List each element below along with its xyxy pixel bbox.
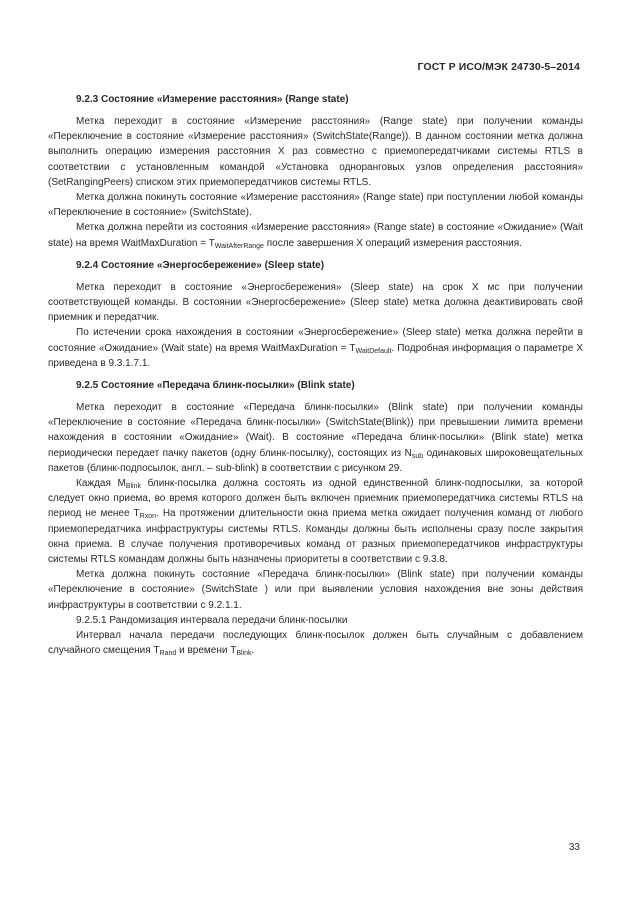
paragraph xyxy=(48,220,583,250)
section-heading: 9.2.5 Состояние «Передача блинк-посылки» (Blink state) xyxy=(76,380,355,392)
text-run: Метка должна покинуть состояние «Измерение расстояния» (Range state) при поступлении любой команды «Переключение в состояние» (SwitchState). xyxy=(48,192,583,219)
text-run: Метка переходит в состояние «Измерение расстояния» (Range state) при получении команды «Переключение в состояние «Измерение расстояния» (SwitchState(Range)). В данном состоянии метка должна выполнить операцию измерения расстояния X раз совместно с приемопередатчиками системы RTLS в соответствии с установленным командой «Установка одноранговых узлов определения расстояния» (SetRangingPeers) списком этих приемопередатчиков системы RTLS. xyxy=(48,116,583,188)
section-heading: 9.2.4 Состояние «Энергосбережение» (Sleep state) xyxy=(76,259,325,271)
text-run: одинаковых широковещательных пакетов (блинк-подпосылок, англ. – sub-blink) в соответствии с рисунком 29. xyxy=(48,447,584,474)
subscript: Blink xyxy=(236,650,252,658)
paragraph xyxy=(48,190,583,220)
paragraph xyxy=(48,280,583,326)
text-run: . xyxy=(251,645,255,657)
text-run: Метка переходит в состояние «Передача блинк-посылки» (Blink state) при получении команды «Переключение в состояние «Передача блинк-посылки» (SwitchState(Blink)) при превышении лимита времени нахождения в состоянии «Ожидание» (Wait). В состояние «Передача блинк-посылки» (Blink state) метка периодически передает пачку пакетов (одну блинк-посылку), состоящих из N xyxy=(48,402,583,459)
text-run: Метка переходит в состояние «Энергосбережения» (Sleep state) на срок X мс при получении соответствующей команды. В состоянии «Энергосбережение» (Sleep state) метка должна деактивировать свой приемник и передатчик. xyxy=(48,281,583,324)
text-run: Каждая M xyxy=(76,478,126,490)
paragraph xyxy=(48,400,583,476)
text-run: после завершения X операций измерения расстояния. xyxy=(263,237,522,249)
text-run: и времени T xyxy=(176,645,237,657)
text-run: Интервал начала передачи последующих блинк-посылок должен быть случайным с добавлением случайного смещения T xyxy=(48,630,583,657)
paragraph xyxy=(48,628,583,658)
text-run: 9.2.5.1 Рандомизация интервала передачи блинк-посылки xyxy=(76,614,348,626)
text-run: . Подробная информация о параметре X приведена в 9.3.1.7.1. xyxy=(48,342,583,369)
subscript: Blink xyxy=(125,483,142,491)
text-run: По истечении срока нахождения в состоянии «Энергосбережение» (Sleep state) метка должна перейти в состояние «Ожидание» (Wait state) на время WaitMaxDuration = T xyxy=(48,327,583,354)
subscript: sub xyxy=(411,452,424,460)
paragraph xyxy=(48,567,583,613)
subscript: WaitDefault xyxy=(355,347,392,355)
text-run: Метка должна перейти из состояния «Измерение расстояния» (Range state) в состояние «Ожидание» (Wait state) на время WaitMaxDuration = T xyxy=(48,222,583,249)
text-run: . На протяжении длительности окна приема метка ожидает получения команд от любого приемопередатчика инфраструктуры системы RTLS. Команды должны быть исполнены сразу после закрытия окна приема. В случае получения противоречивых команд от разных приемопередатчиков инфраструктуры системы RTLS командам должны быть назначены приоритеты в соответствии с 9.3.8. xyxy=(48,508,584,566)
paragraph xyxy=(48,325,583,371)
text-run: Метка должна покинуть состояние «Передача блинк-посылки» (Blink state) при получении команды «Переключение в состояние» (SwitchState ) или при выявлении условия нахождения вне зоны действия инфраструктуры в соответствии с 9.2.1.1. xyxy=(48,569,583,611)
subscript: WaitAfterRange xyxy=(214,242,264,250)
subscript: Rand xyxy=(159,650,177,658)
section-heading: 9.2.3 Состояние «Измерение расстояния» (Range state) xyxy=(76,94,349,105)
document-body xyxy=(48,92,583,659)
text-run: блинк-посылка должна состоять из одной единственной блинк-подпосылки, за которой следует окно приема, во время которого должен быть включен приемник приемопередатчика системы RTLS на период не менее T xyxy=(48,478,584,520)
paragraph xyxy=(48,476,583,567)
page-number: 33 xyxy=(568,842,580,853)
paragraph xyxy=(48,114,583,190)
subscript: Rxon xyxy=(139,513,157,521)
subsection-heading xyxy=(48,613,583,628)
document-header: ГОСТ Р ИСО/МЭК 24730-5–2014 xyxy=(417,61,580,73)
